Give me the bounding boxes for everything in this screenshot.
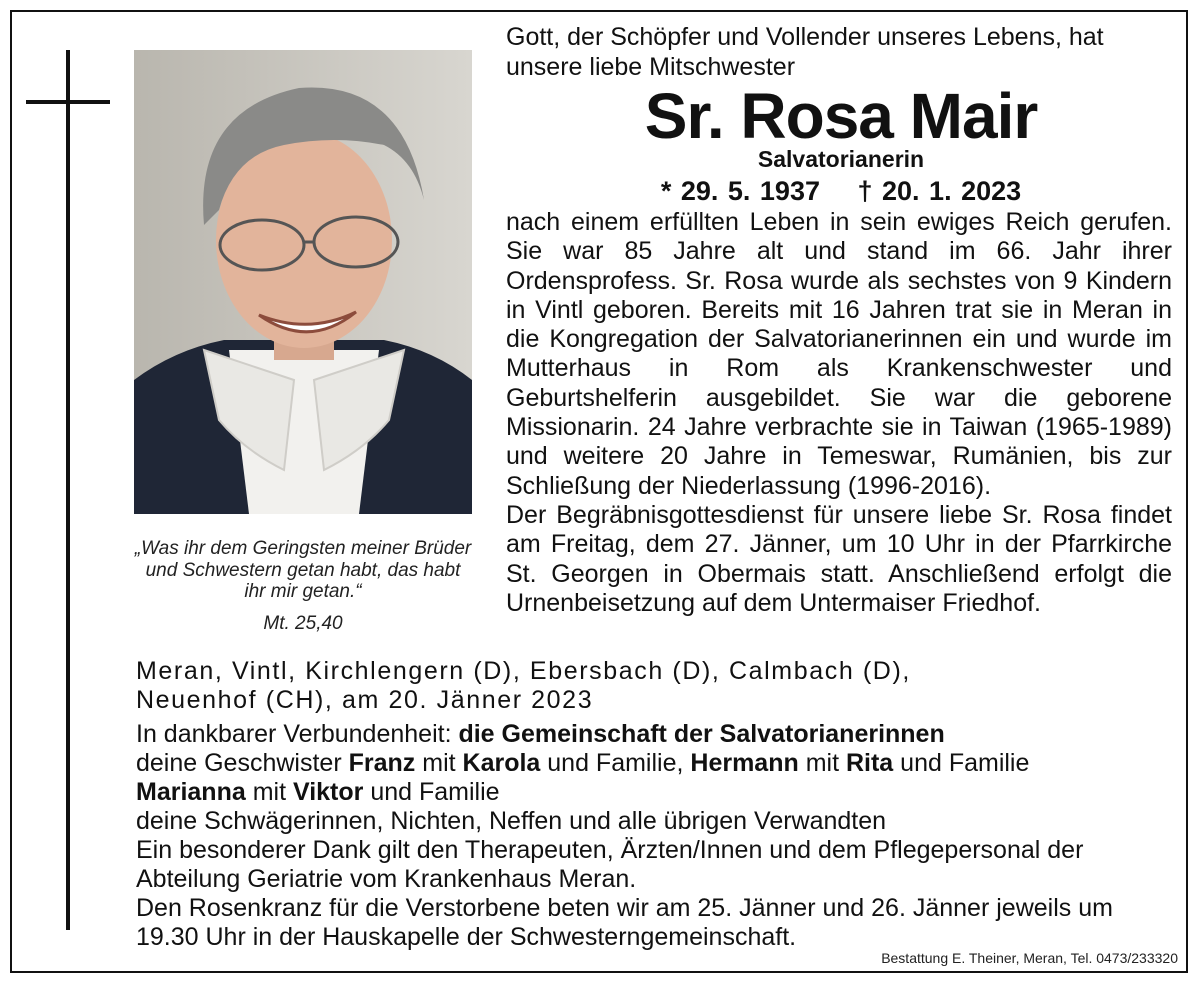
sibling-name: Hermann: [690, 749, 799, 777]
connector: und Familie: [893, 749, 1030, 777]
spouse-name: Viktor: [292, 778, 364, 806]
siblings-line: [136, 749, 1176, 778]
spouse-name: Karola: [462, 749, 541, 777]
community-name: die Gemeinschaft der Salvatorianerinnen: [458, 720, 945, 748]
siblings-line-2: [136, 778, 1176, 807]
connector: und Familie: [363, 778, 500, 806]
bible-quote: [134, 538, 472, 634]
places-line-1: Meran, Vintl, Kirchlengern (D), Ebersbach (D), Calmbach (D),: [136, 657, 911, 685]
connector: und Familie,: [540, 749, 691, 777]
life-dates: [506, 174, 1176, 208]
obituary-body: [506, 208, 1172, 618]
rosary-text: Den Rosenkranz für die Verstorbene beten wir am 25. Jänner und 26. Jänner jeweils um 19.30 Uhr in der Hauskapelle der Schwesterngemeinschaft.: [136, 894, 1113, 951]
portrait-photo: [134, 50, 472, 514]
connector: mit: [798, 749, 846, 777]
sibling-name: Franz: [348, 749, 416, 777]
death-date: † 20. 1. 2023: [857, 176, 1022, 206]
siblings-prefix: deine Geschwister: [136, 749, 349, 777]
funeral-paragraph: Der Begräbnisgottesdienst für unsere liebe Sr. Rosa findet am Freitag, dem 27. Jänner, um 10 Uhr in der Pfarrkirche St. Georgen in Obermais statt. Anschließend erfolgt die Urnenbeisetzung auf dem Untermaiser Friedhof.: [506, 500, 1172, 617]
quote-text: „Was ihr dem Geringsten meiner Brüder und Schwestern getan habt, das habt ihr mir getan.“: [134, 538, 472, 602]
mourners-list: [136, 720, 1176, 952]
funeral-home-credit: Bestattung E. Theiner, Meran, Tel. 0473/233320: [881, 950, 1178, 966]
sibling-name: Marianna: [136, 778, 246, 806]
spouse-name: Rita: [845, 749, 894, 777]
cross-icon: [66, 50, 70, 930]
gratitude-prefix: In dankbarer Verbundenheit:: [136, 720, 459, 748]
gratitude-line: [136, 720, 1176, 749]
quote-reference: Mt. 25,40: [263, 612, 343, 634]
biography-paragraph: nach einem erfüllten Leben in sein ewiges Reich gerufen. Sie war 85 Jahre alt und stand im 66. Jahr ihrer Ordensprofess. Sr. Rosa wurde als sechstes von 9 Kindern in Vintl geboren. Bereits mit 16 Jahren trat sie in Meran in die Kongregation der Salvatorianerinnen ein und wurde im Mutterhaus in Rom als Krankenschwester und Geburtshelferin ausgebildet. Sie war die geborene Missionarin. 24 Jahre verbrachte sie in Taiwan (1965-1989) und weitere 20 Jahre in Temeswar, Rumänien, bis zur Schließung der Niederlassung (1996-2016).: [506, 208, 1172, 500]
connector: mit: [245, 778, 293, 806]
thanks-text: Ein besonderer Dank gilt den Therapeuten, Ärzten/Innen und dem Pflegepersonal der Abteilung Geriatrie vom Krankenhaus Meran.: [136, 836, 1084, 893]
birth-date: * 29. 5. 1937: [660, 176, 820, 206]
relatives-line: deine Schwägerinnen, Nichten, Neffen und alle übrigen Verwandten: [136, 807, 887, 835]
places-line-2: Neuenhof (CH), am 20. Jänner 2023: [136, 686, 594, 714]
religious-order: Salvatorianerin: [757, 146, 925, 172]
cross-icon-bar: [26, 100, 110, 104]
deceased-name: Sr. Rosa Mair: [644, 80, 1038, 152]
places-and-date: [136, 657, 1176, 715]
intro-text: Gott, der Schöpfer und Vollender unseres Lebens, hat unsere liebe Mitschwester: [506, 23, 1104, 81]
connector: mit: [415, 749, 463, 777]
